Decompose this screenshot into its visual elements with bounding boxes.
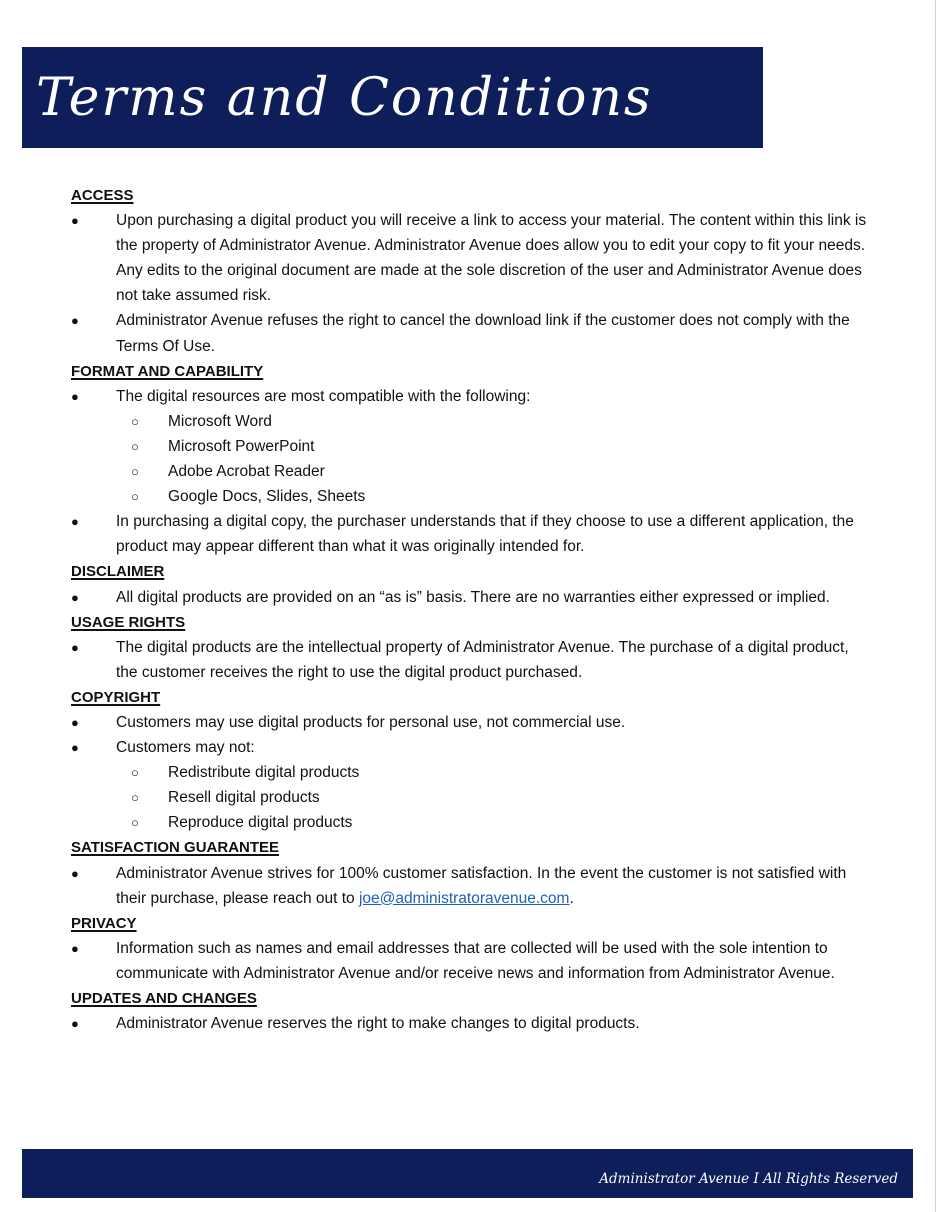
circle-bullet-icon: ○ <box>131 815 139 831</box>
list-item-text: In purchasing a digital copy, the purchaser understands that if they choose to use a different application, the product may appear different than what it was originally intended for. <box>116 513 854 556</box>
list-item <box>71 710 871 735</box>
list-item <box>71 1011 871 1036</box>
list-item-text: Customers may use digital products for personal use, not commercial use. <box>116 713 626 731</box>
sub-list-item <box>71 459 871 484</box>
section-heading-usage: USAGE RIGHTS <box>71 613 186 631</box>
list-item <box>71 208 871 308</box>
list-item <box>71 861 871 911</box>
list-item-text: Upon purchasing a digital product you will receive a link to access your material. The content within this link is the property of Administrator Avenue. Administrator Avenue does allow you to edit your copy to fit your needs. Any edits to the original document are made at the sole discretion of the user and Administrator Avenue does not take assumed risk. <box>116 212 867 305</box>
sub-list-item <box>71 434 871 459</box>
circle-bullet-icon: ○ <box>131 765 139 781</box>
sub-list-item-text: Adobe Acrobat Reader <box>168 463 325 481</box>
list-item <box>71 635 871 685</box>
sub-list-item-text: Google Docs, Slides, Sheets <box>168 488 366 506</box>
sub-list-item <box>71 760 871 785</box>
circle-bullet-icon: ○ <box>131 790 139 806</box>
list-item-text: Administrator Avenue refuses the right to cancel the download link if the customer does not comply with the Terms Of Use. <box>116 312 850 355</box>
section-heading-format: FORMAT AND CAPABILITY <box>71 362 264 380</box>
bullet-icon: ● <box>71 313 79 329</box>
title-banner <box>22 47 763 148</box>
bullet-icon: ● <box>71 589 79 605</box>
sub-list-item-text: Reproduce digital products <box>168 814 353 832</box>
footer-text: Administrator Avenue I All Rights Reserved <box>599 1171 898 1187</box>
bullet-icon: ● <box>71 213 79 229</box>
bullet-icon: ● <box>71 714 79 730</box>
sub-list-item <box>71 810 871 835</box>
circle-bullet-icon: ○ <box>131 413 139 429</box>
list-item-text: Customers may not: <box>116 739 255 757</box>
list-item <box>71 585 871 610</box>
section-heading-privacy: PRIVACY <box>71 914 137 932</box>
bullet-icon: ● <box>71 514 79 530</box>
sub-list-item-text: Microsoft Word <box>168 412 272 430</box>
circle-bullet-icon: ○ <box>131 464 139 480</box>
list-item <box>71 509 871 559</box>
list-item-text: Administrator Avenue reserves the right to make changes to digital products. <box>116 1015 640 1033</box>
list-item-text: The digital products are the intellectual property of Administrator Avenue. The purchase of a digital product, the customer receives the right to use the digital product purchased. <box>116 638 849 681</box>
bullet-icon: ● <box>71 639 79 655</box>
bullet-icon: ● <box>71 740 79 756</box>
list-item <box>71 735 871 760</box>
list-item <box>71 936 871 986</box>
circle-bullet-icon: ○ <box>131 438 139 454</box>
sub-list-item <box>71 409 871 434</box>
list-item-text: Administrator Avenue strives for 100% customer satisfaction. In the event the customer is not satisfied with their purchase, please reach out to <box>116 864 847 907</box>
page-edge <box>935 0 936 1212</box>
bullet-icon: ● <box>71 1016 79 1032</box>
sub-list-item <box>71 785 871 810</box>
list-item-text: The digital resources are most compatible with the following: <box>116 387 531 405</box>
section-heading-copyright: COPYRIGHT <box>71 688 161 706</box>
sub-list-item <box>71 484 871 509</box>
bullet-icon: ● <box>71 388 79 404</box>
email-link[interactable]: joe@administratoravenue.com <box>358 889 570 907</box>
section-heading-disclaimer: DISCLAIMER <box>71 563 165 581</box>
terms-content <box>71 183 871 1036</box>
list-item-text: All digital products are provided on an “as is” basis. There are no warranties either expressed or implied. <box>116 588 830 606</box>
sub-list-item-text: Resell digital products <box>168 789 320 807</box>
section-heading-updates: UPDATES AND CHANGES <box>71 990 257 1007</box>
circle-bullet-icon: ○ <box>131 489 139 505</box>
bullet-icon: ● <box>71 865 79 881</box>
list-item <box>71 384 871 409</box>
section-heading-satisfaction: SATISFACTION GUARANTEE <box>71 839 280 857</box>
sub-list-item-text: Redistribute digital products <box>168 764 360 782</box>
footer-bar <box>22 1149 913 1198</box>
sub-list-item-text: Microsoft PowerPoint <box>168 437 315 455</box>
list-item-text-end: . <box>569 889 574 907</box>
list-item-text: Information such as names and email addresses that are collected will be used with the sole intention to communicate with Administrator Avenue and/or receive news and information from Administrator Avenue. <box>116 939 835 982</box>
page-title: Terms and Conditions <box>36 67 653 128</box>
list-item <box>71 308 871 358</box>
section-heading-access: ACCESS <box>71 187 134 204</box>
bullet-icon: ● <box>71 940 79 956</box>
